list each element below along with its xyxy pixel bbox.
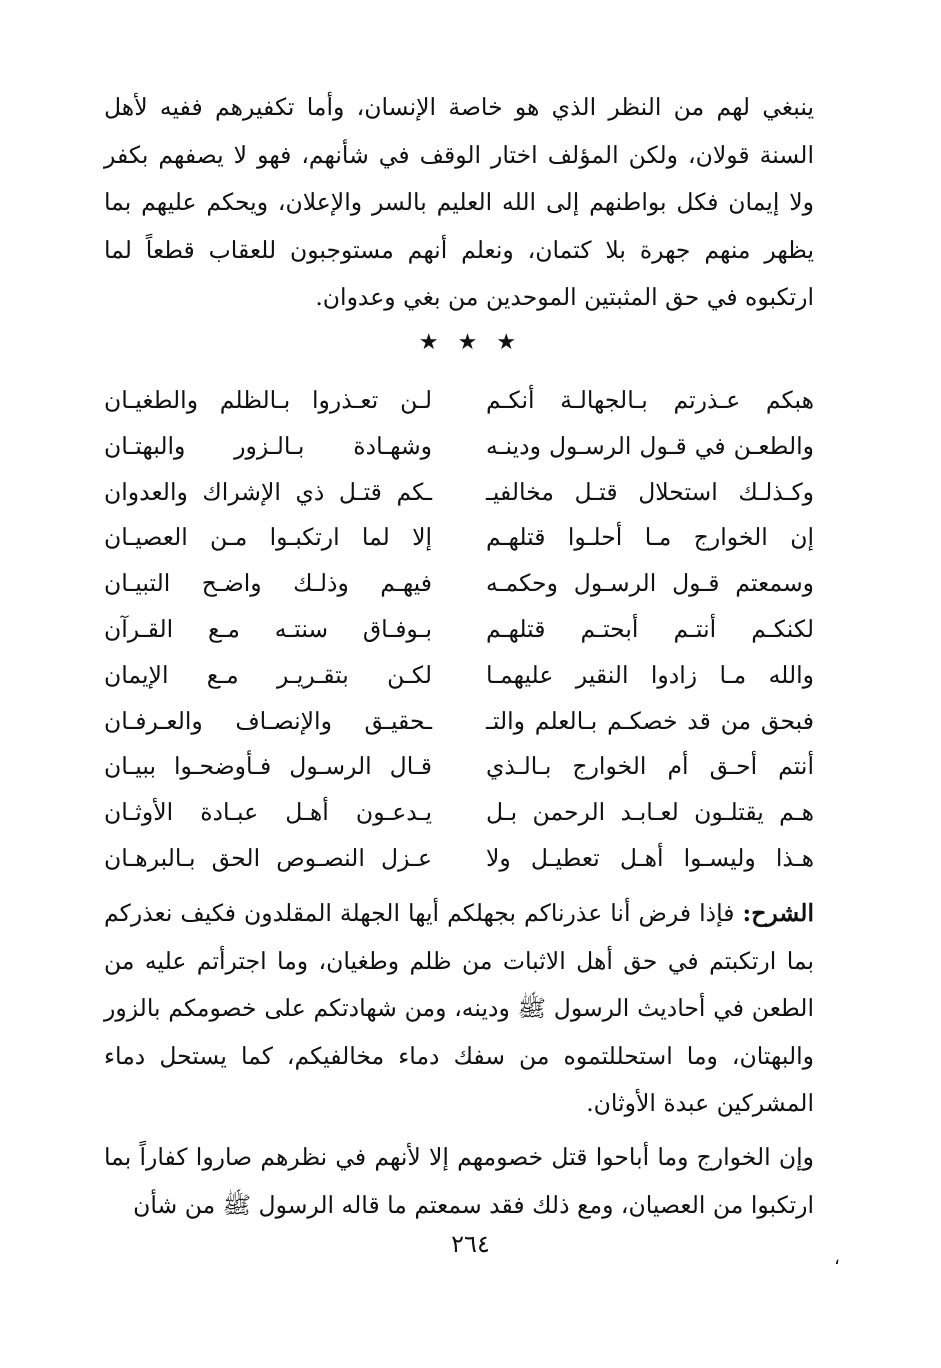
- continuation-paragraph: وإن الخوارج وما أباحوا قتل خصومهم إلا لأنهم في نظرهم صاروا كفاراً بما ارتكبوا من العصيان، ومع ذلك فقد سمعتم ما قاله الرسول ﷺ من شأن: [104, 1143, 814, 1219]
- intro-paragraph: ينبغي لهم من النظر الذي هو خاصة الإنسان، وأما تكفيرهم ففيه لأهل السنة قولان، ولكن المؤلف اختار الوقف في شأنهم، فهو لا يصفهم بكفر ولا إيمان فكل بواطنهم إلى الله العليم بالسر والإعلان، ويحكم عليهم بما يظهر منهم جهرة بلا كتمان، ونعلم أنهم مستوجبون للعقاب قطعاً لما ارتكبوه في حق المثبتين الموحدين من بغي وعدوان.: [104, 93, 814, 311]
- verse-line: [104, 424, 814, 470]
- verse-second-hemistich: وشهـادة بـالـزور والبهتـان: [104, 431, 432, 460]
- verse-second-hemistich: فيهـم وذلـك واضـح التبيـان: [104, 569, 432, 598]
- commentary-paragraph: [104, 890, 814, 1128]
- verse-line: [104, 653, 814, 699]
- verse-second-hemistich: لـن تعـذروا بـالظلم والطغيـان: [104, 386, 432, 414]
- margin-mark: ،: [834, 1248, 840, 1269]
- verse-second-hemistich: إلا لما ارتكبـوا مـن العصيـان: [104, 523, 432, 552]
- verse-second-hemistich: يـدعـون أهـل عبـادة الأوثـان: [104, 798, 432, 827]
- verse-line: [104, 378, 814, 424]
- verse-second-hemistich: بـوفـاق سنتـه مـع القـرآن: [104, 614, 432, 643]
- verse-line: [104, 699, 814, 745]
- verse-second-hemistich: لكـن بتقـريـر مـع الإيمان: [104, 660, 432, 689]
- verse-first-hemistich: هـذا وليسـوا أهـل تعطيـل ولا: [486, 843, 814, 872]
- poem-verses: [104, 378, 814, 882]
- verse-first-hemistich: وكـذلـك استحلال قتـل مخالفيـ: [486, 477, 814, 506]
- commentary-label: الشرح:: [742, 899, 814, 927]
- verse-line: [104, 561, 814, 607]
- verse-line: [104, 744, 814, 790]
- verse-first-hemistich: لكنكـم أنتـم أبحتـم قتلهـم: [486, 614, 814, 643]
- verse-first-hemistich: فبحق من قد خصكـم بـالعلم والتـ: [486, 706, 814, 735]
- verse-line: [104, 470, 814, 516]
- verse-first-hemistich: والله مـا زادوا النقير عليهمـا: [486, 660, 814, 689]
- verse-line: [104, 515, 814, 561]
- verse-second-hemistich: قـال الرسـول فـأوضحـوا ببيـان: [104, 752, 432, 781]
- verse-first-hemistich: أنتم أحـق أم الخوارج بـالـذي: [486, 752, 814, 781]
- section-separator: ★ ★ ★: [418, 330, 523, 355]
- verse-first-hemistich: وسمعتم قـول الرسـول وحكمـه: [486, 569, 814, 598]
- verse-second-hemistich: ـحقيـق والإنصـاف والعـرفـان: [104, 706, 432, 735]
- verse-first-hemistich: إن الخوارج مـا أحلـوا قتلهـم: [486, 523, 814, 552]
- verse-second-hemistich: ـكم قتـل ذي الإشراك والعدوان: [104, 477, 432, 506]
- verse-second-hemistich: عـزل النصـوص الحق بـالبرهـان: [104, 843, 432, 872]
- verse-first-hemistich: والطعـن في قـول الرسـول ودينـه: [486, 431, 814, 460]
- page-number: ٢٦٤: [451, 1230, 490, 1258]
- verse-first-hemistich: هـم يقتلـون لعـابـد الرحمن بـل: [486, 798, 814, 827]
- verse-line: [104, 607, 814, 653]
- verse-line: [104, 836, 814, 882]
- verse-line: [104, 790, 814, 836]
- verse-first-hemistich: هبكم عـذرتم بـالجهالـة أنكـم: [486, 386, 814, 414]
- commentary-text: فإذا فرض أنا عذرناكم بجهلكم أيها الجهلة المقلدون فكيف نعذركم بما ارتكبتم في حق أهل الاثبات من ظلم وطغيان، وما اجترأتم عليه من الطعن في أحاديث الرسول ﷺ ودينه، ومن شهادتكم على خصومكم بالزور والبهتان، وما استحللتموه من سفك دماء مخالفيكم، كما يستحل دماء المشركين عبدة الأوثان.: [104, 899, 814, 1117]
